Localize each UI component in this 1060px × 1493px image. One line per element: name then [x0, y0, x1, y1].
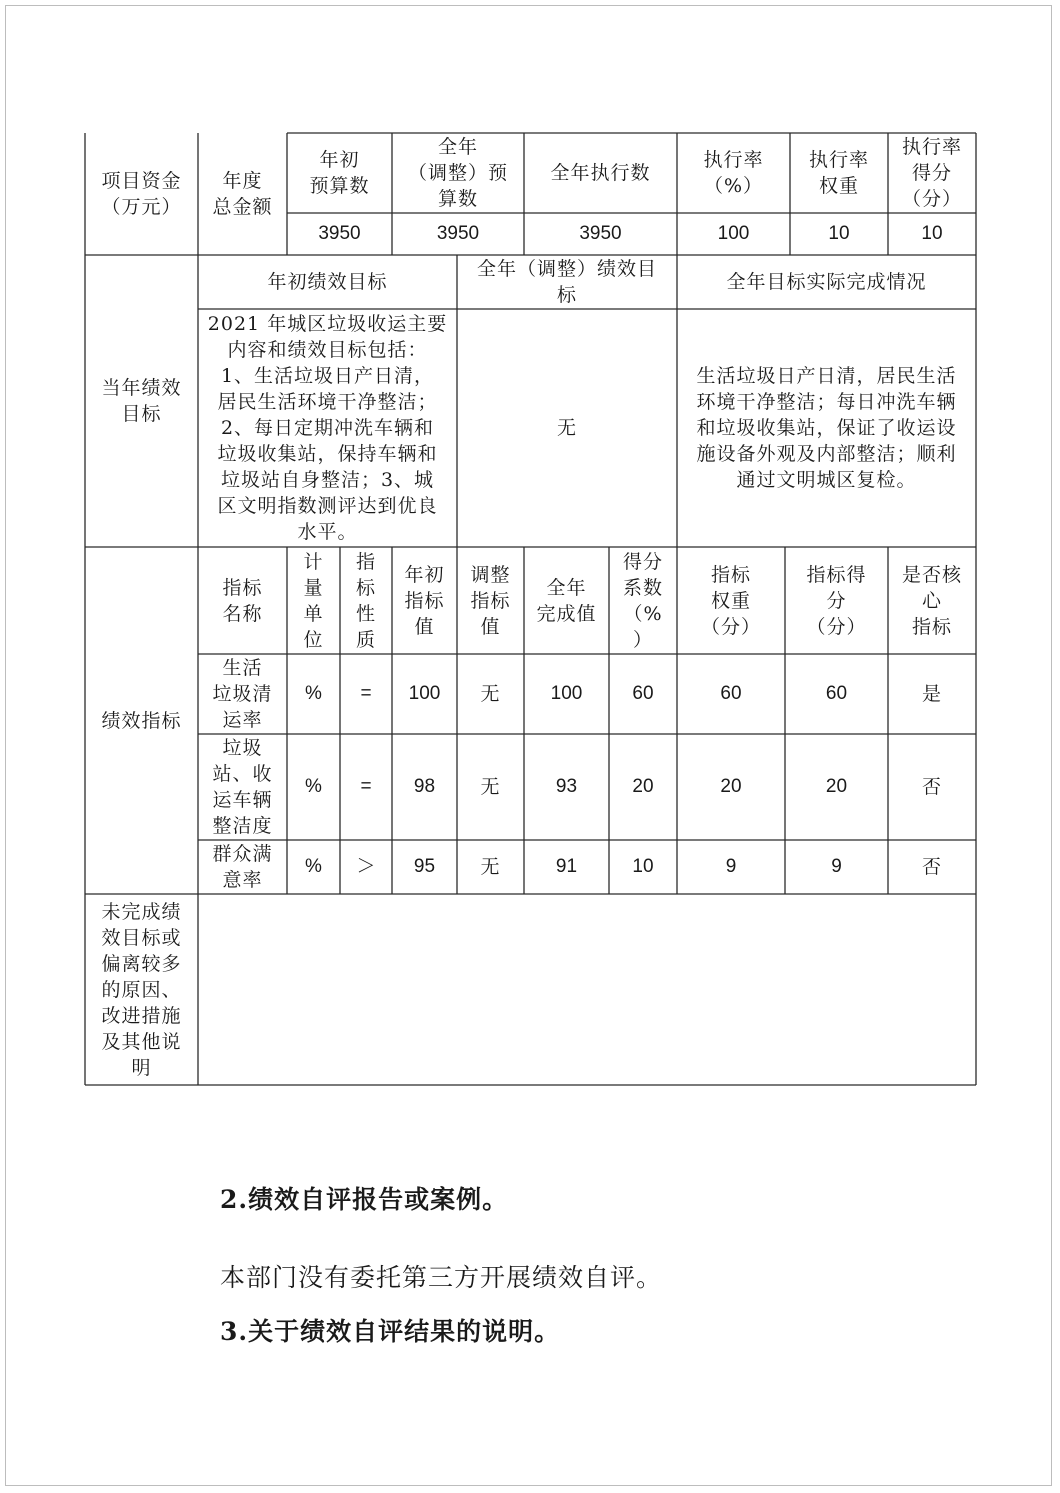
ind-header-coefficient: 得分 系数 （% ）	[622, 550, 663, 651]
table-row-cell-completed: 93	[555, 776, 578, 797]
table-row-cell-weight: 60	[720, 683, 742, 704]
table-row-cell-weight: 9	[725, 856, 737, 877]
funds-header-executed: 全年执行数	[550, 162, 651, 184]
table-row-cell-coefficient: 20	[632, 776, 654, 797]
goals-header-adjusted: 全年（调整）绩效目 标	[476, 258, 657, 306]
table-row-cell-completed: 100	[550, 683, 583, 704]
table-row-cell-name: 生活 垃圾清 运率	[212, 657, 273, 731]
funds-label: 项目资金 （万元）	[101, 170, 182, 218]
table-row-cell-unit: %	[305, 856, 322, 877]
section-heading-3: 3.关于绩效自评结果的说明。	[220, 1317, 561, 1346]
goals-header-initial: 年初绩效目标	[267, 271, 388, 293]
funds-value-executed: 3950	[579, 223, 622, 244]
table-row-cell-core: 是	[921, 683, 942, 705]
table-row-cell-score: 60	[825, 683, 848, 704]
table-row-cell-adjusted: 无	[480, 683, 501, 705]
section-heading-2: 2.绩效自评报告或案例。	[220, 1185, 509, 1214]
funds-value-rate-weight: 10	[828, 223, 850, 244]
ind-header-nature: 指 标 性 质	[355, 550, 376, 651]
table-row-cell-nature: =	[360, 776, 372, 797]
table-row-cell-coefficient: 60	[632, 683, 654, 704]
ind-header-adjusted-value: 调整 指标 值	[470, 563, 511, 638]
table-row-cell-core: 否	[921, 856, 942, 878]
funds-value-exec-rate: 100	[717, 223, 750, 244]
table-row-cell-coefficient: 10	[632, 856, 654, 877]
funds-value-rate-score: 10	[921, 223, 943, 244]
funds-header-initial-budget: 年初 预算数	[309, 149, 370, 197]
ind-header-unit: 计 量 单 位	[303, 550, 324, 651]
table-row-cell-name: 群众满 意率	[212, 843, 273, 891]
funds-header-rate-weight: 执行率 权重	[808, 149, 869, 197]
goals-actual-text: 生活垃圾日产日清，居民生活 环境干净整洁；每日冲洗车辆 和垃圾收集站，保证了收运设 施设备外观及内部整洁；顺利 通过文明城区复检。	[696, 365, 957, 491]
funds-header-rate-score: 执行率 得分 （分）	[901, 136, 962, 210]
table-row-cell-initial: 100	[408, 683, 441, 704]
notes-content	[198, 894, 976, 1085]
table-row-cell-score: 20	[825, 776, 848, 797]
table-row-cell-core: 否	[921, 776, 942, 798]
ind-header-completed: 全年 完成值	[536, 576, 597, 625]
funds-header-adjusted-budget: 全年 （调整）预 算数	[407, 136, 508, 210]
funds-total-label: 年度 总金额	[212, 170, 273, 218]
table-row-cell-name: 垃圾 站、收 运车辆 整洁度	[212, 737, 273, 837]
goals-header-actual: 全年目标实际完成情况	[726, 271, 927, 293]
notes-label: 未完成绩 效目标或 偏离较多 的原因、 改进措施 及其他说 明	[101, 900, 182, 1079]
section-paragraph: 本部门没有委托第三方开展绩效自评。	[220, 1263, 663, 1292]
ind-header-weight: 指标 权重 （分）	[700, 563, 761, 638]
table-row-cell-nature: ＞	[356, 856, 376, 877]
goals-initial-text: 2021 年城区垃圾收运主要 内容和绩效目标包括： 1、生活垃圾日产日清， 居民生活环境干净整洁； 2、每日定期冲洗车辆和 垃圾收集站，保持车辆和 垃圾站自身整洁；3、城 区文明指数测评达到优良 水平。	[207, 313, 448, 543]
table-row-cell-completed: 91	[555, 856, 578, 877]
funds-value-initial-budget: 3950	[318, 223, 361, 244]
table-row-cell-initial: 95	[413, 856, 436, 877]
goals-label: 当年绩效 目标	[101, 377, 182, 425]
table-row-cell-initial: 98	[413, 776, 436, 797]
table-row-cell-adjusted: 无	[480, 776, 501, 798]
ind-header-initial-value: 年初 指标 值	[404, 563, 445, 638]
indicators-label: 绩效指标	[101, 709, 182, 732]
ind-header-core: 是否核 心 指标	[901, 563, 962, 638]
table-row-cell-unit: %	[305, 683, 322, 704]
ind-header-score: 指标得 分 （分）	[806, 563, 867, 638]
table-row-cell-score: 9	[831, 856, 842, 877]
table-row-cell-weight: 20	[720, 776, 742, 797]
funds-value-adjusted-budget: 3950	[436, 223, 480, 244]
table-row-cell-adjusted: 无	[480, 856, 501, 878]
ind-header-name: 指标 名称	[222, 576, 263, 625]
table-row-cell-unit: %	[305, 776, 322, 797]
table-row-cell-nature: =	[360, 683, 372, 704]
funds-header-exec-rate: 执行率 （%）	[703, 149, 764, 197]
goals-adjusted-text: 无	[556, 417, 577, 439]
